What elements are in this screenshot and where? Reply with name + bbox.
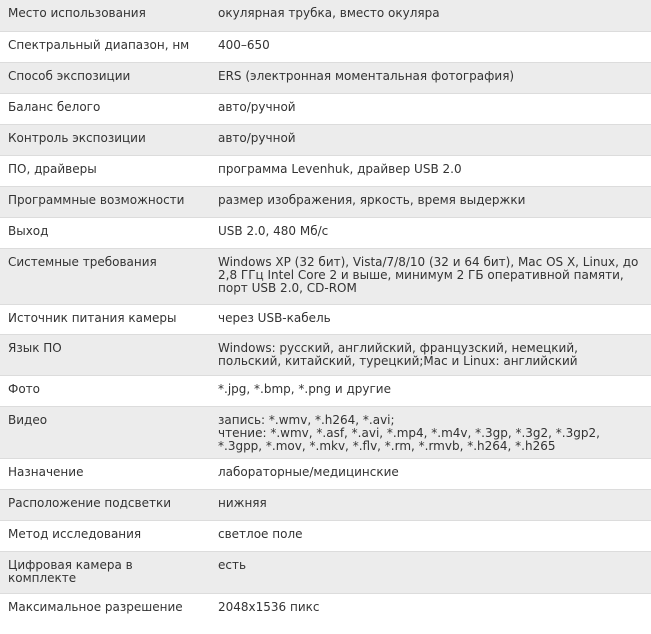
spec-row-photo — [0, 375, 651, 406]
spec-name: Язык ПО — [0, 334, 210, 375]
spec-row-usage-place — [0, 0, 651, 31]
spec-value: есть — [210, 551, 651, 593]
spec-name: Источник питания камеры — [0, 304, 210, 334]
spec-row-spectral-range — [0, 31, 651, 62]
spec-value: лабораторные/медицинские — [210, 458, 651, 489]
spec-row-software-language — [0, 334, 651, 375]
spec-value: *.jpg, *.bmp, *.png и другие — [210, 375, 651, 406]
spec-row-purpose — [0, 458, 651, 489]
spec-value: нижняя — [210, 489, 651, 520]
spec-row-exposure-control — [0, 124, 651, 155]
spec-name: Фото — [0, 375, 210, 406]
spec-name: Системные требования — [0, 248, 210, 304]
spec-value: запись: *.wmv, *.h264, *.avi; чтение: *.wmv, *.asf, *.avi, *.mp4, *.m4v, *.3gp, *.3g2, *.3gp2, *.3gpp, *.mov, *.mkv, *.flv, *.rm, *.rmvb, *.h264, *.h265 — [210, 406, 651, 458]
spec-row-camera-included — [0, 551, 651, 593]
spec-name: Расположение подсветки — [0, 489, 210, 520]
spec-name: Спектральный диапазон, нм — [0, 31, 210, 62]
spec-name: Место использования — [0, 0, 210, 31]
spec-row-research-method — [0, 520, 651, 551]
spec-value: через USB-кабель — [210, 304, 651, 334]
spec-row-software-features — [0, 186, 651, 217]
spec-name: Метод исследования — [0, 520, 210, 551]
spec-row-exposure-method — [0, 62, 651, 93]
spec-row-power-source — [0, 304, 651, 334]
spec-name: Выход — [0, 217, 210, 248]
spec-value: авто/ручной — [210, 124, 651, 155]
spec-name: Цифровая камера в комплекте — [0, 551, 210, 593]
spec-value: Windows: русский, английский, французский, немецкий, польский, китайский, турецкий;Mac и Linux: английский — [210, 334, 651, 375]
spec-value: USB 2.0, 480 Мб/с — [210, 217, 651, 248]
spec-name: Максимальное разрешение — [0, 593, 210, 625]
spec-value: ERS (электронная моментальная фотография) — [210, 62, 651, 93]
spec-value: окулярная трубка, вместо окуляра — [210, 0, 651, 31]
spec-row-output — [0, 217, 651, 248]
spec-value: Windows XP (32 бит), Vista/7/8/10 (32 и 64 бит), Mac OS X, Linux, до 2,8 ГГц Intel Core 2 и выше, минимум 2 ГБ оперативной памяти, порт USB 2.0, CD-ROM — [210, 248, 651, 304]
spec-name: ПО, драйверы — [0, 155, 210, 186]
spec-name: Назначение — [0, 458, 210, 489]
spec-row-software-drivers — [0, 155, 651, 186]
spec-row-white-balance — [0, 93, 651, 124]
spec-row-system-requirements — [0, 248, 651, 304]
spec-value: авто/ручной — [210, 93, 651, 124]
spec-name: Видео — [0, 406, 210, 458]
spec-value: 400–650 — [210, 31, 651, 62]
spec-row-max-resolution — [0, 593, 651, 625]
spec-row-illumination-location — [0, 489, 651, 520]
spec-name: Программные возможности — [0, 186, 210, 217]
spec-name: Контроль экспозиции — [0, 124, 210, 155]
spec-row-video — [0, 406, 651, 458]
spec-value: светлое поле — [210, 520, 651, 551]
spec-name: Баланс белого — [0, 93, 210, 124]
spec-value: размер изображения, яркость, время выдержки — [210, 186, 651, 217]
spec-name: Способ экспозиции — [0, 62, 210, 93]
spec-value: программа Levenhuk, драйвер USB 2.0 — [210, 155, 651, 186]
spec-value: 2048x1536 пикс — [210, 593, 651, 625]
